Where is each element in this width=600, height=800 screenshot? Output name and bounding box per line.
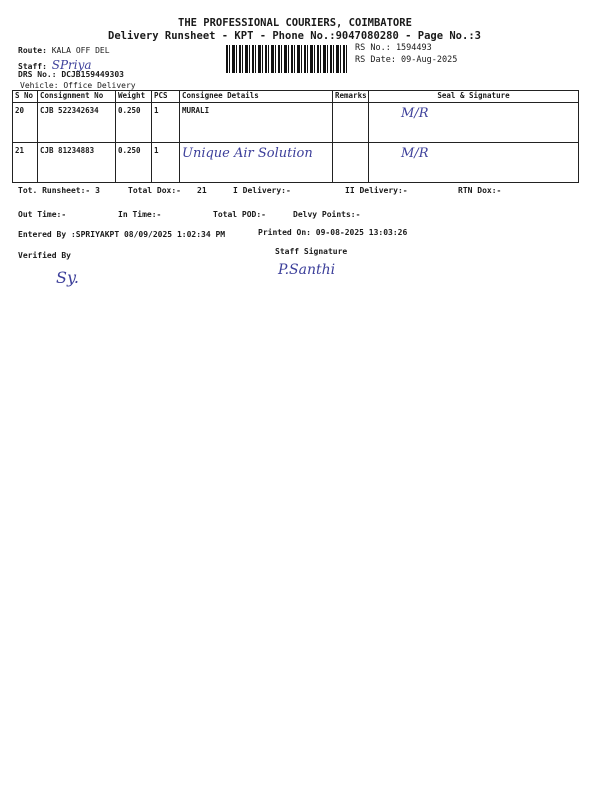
col-seal: Seal & Signature [369, 91, 579, 103]
table-row [13, 103, 579, 143]
row-pcs: 1 [152, 143, 180, 183]
col-consignee: Consignee Details [180, 91, 333, 103]
row-pcs: 1 [152, 103, 180, 143]
vehicle-line: Vehicle: Office Delivery [20, 81, 136, 90]
drs-line [18, 70, 124, 79]
row-sno: 20 [13, 103, 38, 143]
drs-value: DCJB159449303 [61, 70, 124, 79]
row-seal-signature: M/R [401, 146, 429, 161]
ii-delivery: II Delivery:- [345, 186, 408, 195]
row-consignee-handwritten: Unique Air Solution [182, 146, 313, 161]
col-pcs: PCS [152, 91, 180, 103]
in-time: In Time:- [118, 210, 162, 219]
table-header-row [13, 91, 579, 103]
drs-label: DRS No.: [18, 70, 57, 79]
row-remarks [333, 103, 369, 143]
staff-signature: P.Santhi [278, 262, 336, 278]
total-pod: Total POD:- [213, 210, 266, 219]
row-remarks [333, 143, 369, 183]
row-sno: 21 [13, 143, 38, 183]
barcode [226, 45, 348, 73]
row-seal-signature: M/R [401, 106, 429, 121]
row-weight: 0.250 [116, 103, 152, 143]
col-remarks: Remarks [333, 91, 369, 103]
rs-date: RS Date: 09-Aug-2025 [355, 55, 458, 65]
tot-runsheet: Tot. Runsheet:- 3 [18, 186, 100, 195]
col-sno: S No [13, 91, 38, 103]
delvy-points: Delvy Points:- [293, 210, 361, 219]
printed-on: Printed On: 09-08-2025 13:03:26 [258, 228, 408, 237]
row-consignee [180, 143, 333, 183]
out-time: Out Time:- [18, 210, 67, 219]
staff-signature-label: Staff Signature [275, 247, 348, 256]
staff-label: Staff: [18, 62, 47, 71]
row-weight: 0.250 [116, 143, 152, 183]
i-delivery: I Delivery:- [233, 186, 291, 195]
verified-by-label: Verified By [18, 251, 71, 260]
row-consignment: CJB 522342634 [38, 103, 116, 143]
staff-value: SPriya [51, 58, 92, 72]
row-seal [369, 143, 579, 183]
row-consignee: MURALI [180, 103, 333, 143]
route-line [18, 46, 110, 55]
table-row [13, 143, 579, 183]
runsheet-subtitle: Delivery Runsheet - KPT - Phone No.:9047080280 - Page No.:3 [108, 30, 481, 42]
route-value: KALA OFF DEL [51, 46, 110, 55]
row-consignment: CJB 81234883 [38, 143, 116, 183]
verified-signature: Sy. [56, 268, 79, 287]
total-dox-label: Total Dox:- [128, 186, 181, 195]
delivery-table [12, 90, 579, 183]
rs-number: RS No.: 1594493 [355, 43, 432, 53]
total-dox-value: 21 [197, 186, 207, 195]
col-weight: Weight [116, 91, 152, 103]
route-label: Route: [18, 46, 47, 55]
entered-by: Entered By :SPRIYAKPT 08/09/2025 1:02:34 PM [18, 230, 226, 239]
row-seal [369, 103, 579, 143]
col-consignment: Consignment No [38, 91, 116, 103]
rtn-dox: RTN Dox:- [458, 186, 502, 195]
company-title: THE PROFESSIONAL COURIERS, COIMBATORE [178, 17, 412, 29]
